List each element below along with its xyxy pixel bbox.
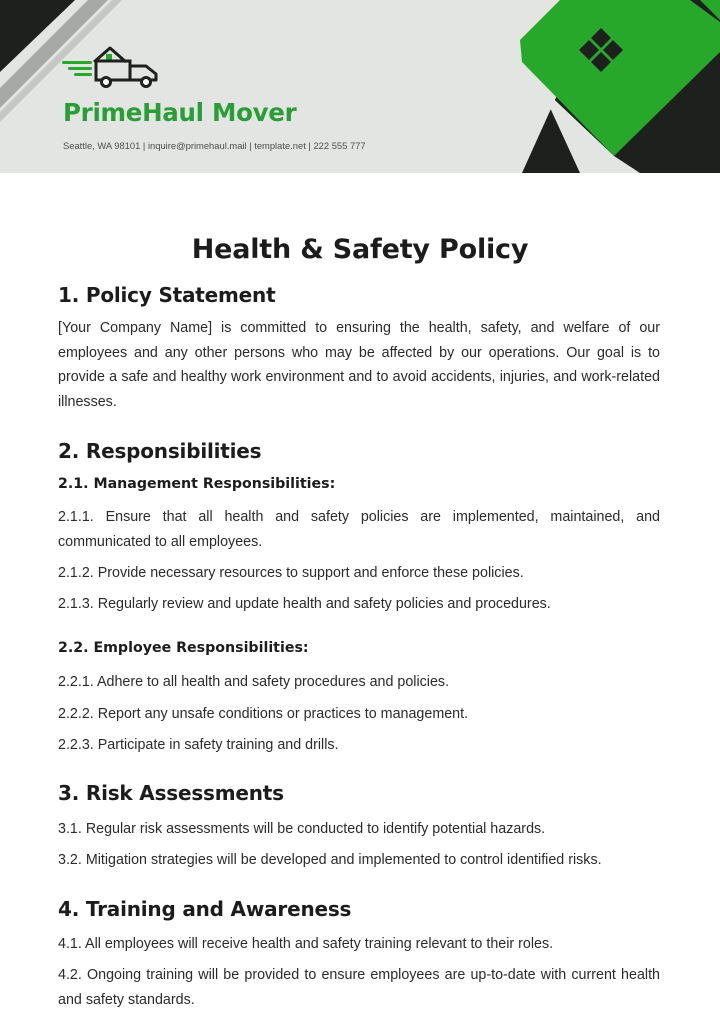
- policy-statement-paragraph: [Your Company Name] is committed to ensuring the health, safety, and welfare of our employees and any other persons who may be affected by our operations. Our goal is to provide a safe and healthy work environment and to avoid accidents, injuries, and work-related illnesses.: [58, 320, 660, 410]
- document-title: Health & Safety Policy: [191, 234, 529, 265]
- company-name: PrimeHaul Mover: [63, 98, 297, 127]
- list-item: 2.1.3. Regularly review and update health and safety policies and procedures.: [58, 596, 551, 612]
- list-item: 2.2.3. Participate in safety training and drills.: [58, 737, 339, 753]
- list-item: 2.2.2. Report any unsafe conditions or practices to management.: [58, 706, 469, 722]
- list-item: 4.1. All employees will receive health and safety training relevant to their roles.: [58, 936, 554, 952]
- letterhead: [0, 0, 720, 173]
- section-heading-training-awareness: 4. Training and Awareness: [58, 897, 352, 921]
- list-item: 2.1.1. Ensure that all health and safety policies are implemented, maintained, and communicated to all employees.: [58, 509, 660, 550]
- subheading-employee-responsibilities: 2.2. Employee Responsibilities:: [58, 640, 309, 656]
- list-item: 4.2. Ongoing training will be provided to ensure employees are up-to-date with current health and safety standards.: [58, 967, 660, 1008]
- section-heading-policy-statement: 1. Policy Statement: [58, 283, 276, 307]
- subheading-management-responsibilities: 2.1. Management Responsibilities:: [58, 476, 336, 492]
- four-diamond-icon: [575, 26, 627, 78]
- section-heading-risk-assessments: 3. Risk Assessments: [58, 781, 284, 805]
- list-item: 2.1.2. Provide necessary resources to support and enforce these policies.: [58, 565, 524, 581]
- contact-line: Seattle, WA 98101 | inquire@primehaul.mail | template.net | 222 555 777: [63, 140, 366, 151]
- list-item: 2.2.1. Adhere to all health and safety procedures and policies.: [58, 674, 450, 690]
- section-heading-responsibilities: 2. Responsibilities: [58, 439, 262, 463]
- list-item: 3.1. Regular risk assessments will be conducted to identify potential hazards.: [58, 821, 546, 837]
- moving-truck-icon: [60, 44, 162, 88]
- list-item: 3.2. Mitigation strategies will be developed and implemented to control identified risks.: [58, 852, 602, 868]
